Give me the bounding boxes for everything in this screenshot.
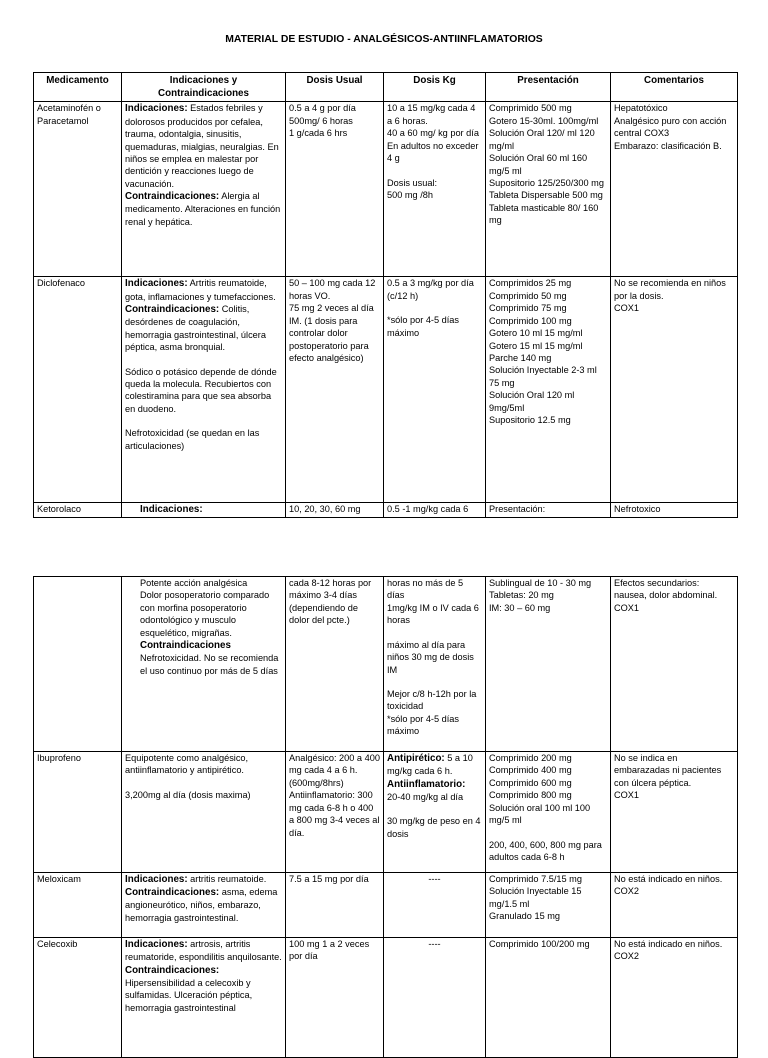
text-comentarios: No está indicado en niños. COX2 xyxy=(614,939,723,962)
text-dosis-usual: 50 – 100 mg cada 12 horas VO. 75 mg 2 veces al día IM. (1 dosis para controlar dolor postoperatorio para efecto analgésico) xyxy=(289,278,376,363)
cell-presentacion xyxy=(486,102,611,277)
header-dosis-usual: Dosis Usual xyxy=(286,73,384,102)
text-dosis-kg-toxicidad: Mejor c/8 h-12h por la toxicidad *sólo por 4-5 días máximo xyxy=(387,688,477,737)
cell-medicamento: Celecoxib xyxy=(34,938,122,1058)
table-row-meloxicam xyxy=(34,873,738,938)
header-medicamento: Medicamento xyxy=(34,73,122,102)
text-contraindicaciones: Alergia al medicamento. Alteraciones en función renal y hepática. xyxy=(125,191,281,227)
table-row-ketorolaco xyxy=(34,503,738,517)
text-dosis-kg-peso: 30 mg/kg de peso en 4 dosis xyxy=(387,816,481,839)
label-indicaciones: Indicaciones: xyxy=(125,103,188,115)
text-contraindicaciones: asma, edema angioneurótico, niños, embarazo, hemorragia gastrointestinal. xyxy=(125,887,278,923)
text-dosis-kg-extra: Dosis usual: 500 mg /8h xyxy=(387,177,438,200)
table-row-ketorolaco-continued xyxy=(34,577,738,752)
cell-presentacion: Presentación: xyxy=(486,503,611,517)
label-antiinflamatorio: Antiinflamatorio: xyxy=(387,778,466,790)
table-header-row xyxy=(34,73,738,102)
text-contraindicaciones: Colitis, desórdenes de coagulación, hemorragia gastrointestinal, úlcera péptica, asma bronquial. xyxy=(125,304,266,353)
label-indicaciones: Indicaciones: xyxy=(125,939,188,950)
text-presentacion: Comprimido 500 mg Gotero 15-30ml. 100mg/ml Solución Oral 120/ ml 120 mg/ml Solución Oral 60 ml 160 mg/5 ml Supositorio 125/250/300 mg Tableta Dispersable 500 mg Tableta masticable 80/ 160 mg xyxy=(489,103,604,226)
drug-table-part-2 xyxy=(33,576,738,1058)
label-indicaciones: Indicaciones: xyxy=(140,504,203,516)
text-dosis-kg: 10 a 15 mg/kg cada 4 a 6 horas. 40 a 60 mg/ kg por día En adultos no exceder 4 g xyxy=(387,103,479,164)
cell-medicamento: Meloxicam xyxy=(34,873,122,938)
header-comentarios: Comentarios xyxy=(611,73,738,102)
text-indicaciones: artrosis, artritis reumatoride, espondilitis anquilosante. xyxy=(125,939,282,963)
header-presentacion: Presentación xyxy=(486,73,611,102)
cell-comentarios xyxy=(611,277,738,503)
cell-dosis-usual xyxy=(286,102,384,277)
header-dosis-kg: Dosis Kg xyxy=(384,73,486,102)
table-row-paracetamol xyxy=(34,102,738,277)
text-indicaciones: Potente acción analgésica Dolor posoperatorio comparado con morfina posoperatorio odontológico y musculo esquelético, migrañas. xyxy=(140,578,270,638)
text-dosis-kg: horas no más de 5 días 1mg/kg IM o IV cada 6 horas xyxy=(387,578,479,626)
text-dosis-usual: Analgésico: 200 a 400 mg cada 4 a 6 h. (600mg/8hrs) Antiinflamatorio: 300 mg cada 6-8 h o 400 a 800 mg 3-4 veces al día. xyxy=(289,753,380,838)
text-presentacion: Comprimidos 25 mg Comprimido 50 mg Comprimido 75 mg Comprimido 100 mg Gotero 10 ml 15 mg/ml Gotero 15 ml 15 mg/ml Parche 140 mg Solución Inyectable 2-3 ml 75 mg Solución Oral 120 ml 9mg/5ml Supositorio 12.5 mg xyxy=(489,278,597,426)
cell-medicamento xyxy=(34,577,122,752)
text-indicaciones: Estados febriles y dolorosos producidos por cefalea, trauma, odontalgia, sinusitis, quemaduras, mialgias, neuralgias. En niños se emplea en malestar por dentición y reacciones luego de vacunación. xyxy=(125,103,279,189)
label-contraindicaciones: Contraindicaciones: xyxy=(125,191,220,203)
text-dosis-kg-ninos: máximo al día para niños 30 mg de dosis IM xyxy=(387,639,474,675)
text-contraindicaciones: Hipersensibilidad a celecoxib y sulfamidas. Ulceración péptica, hemorragia gastrointestinal xyxy=(125,977,253,1013)
cell-presentacion xyxy=(486,577,611,752)
cell-comentarios xyxy=(611,873,738,938)
text-dosis-kg-extra: *sólo por 4-5 días máximo xyxy=(387,315,460,338)
cell-dosis-usual xyxy=(286,277,384,503)
cell-indicaciones xyxy=(122,938,286,1058)
cell-indicaciones xyxy=(122,752,286,873)
cell-dosis-usual xyxy=(286,577,384,752)
cell-presentacion xyxy=(486,752,611,873)
cell-medicamento: Acetaminofén o Paracetamol xyxy=(34,102,122,277)
cell-dosis-kg xyxy=(384,102,486,277)
text-dosis-kg: 0.5 a 3 mg/kg por día (c/12 h) xyxy=(387,278,474,301)
text-presentacion: Comprimido 7.5/15 mg Solución Inyectable 15 mg/1.5 ml Granulado 15 mg xyxy=(489,874,582,922)
cell-dosis-kg: 0.5 -1 mg/kg cada 6 xyxy=(384,503,486,517)
cell-indicaciones xyxy=(122,503,286,517)
text-presentacion-adultos: 200, 400, 600, 800 mg para adultos cada 6-8 h xyxy=(489,839,602,862)
cell-dosis-kg: ---- xyxy=(384,938,486,1058)
table-row-ibuprofeno xyxy=(34,752,738,873)
label-contraindicaciones: Contraindicaciones: xyxy=(125,964,220,976)
text-dosis-maxima: 3,200mg al día (dosis maxima) xyxy=(125,789,251,800)
label-contraindicaciones: Contraindicaciones xyxy=(140,640,231,652)
label-indicaciones: Indicaciones: xyxy=(125,278,188,290)
cell-comentarios xyxy=(611,102,738,277)
cell-presentacion xyxy=(486,873,611,938)
text-antipiretico: 5 a 10 mg/kg cada 6 h. xyxy=(387,753,473,777)
cell-comentarios xyxy=(611,938,738,1058)
text-nota-molecula: Sódico o potásico depende de dónde queda la molecula. Recubiertos con colestiramina para que sea absorba en duodeno. xyxy=(125,366,277,414)
cell-dosis-kg: ---- xyxy=(384,873,486,938)
text-comentarios: No se indica en embarazadas ni pacientes con úlcera péptica. COX1 xyxy=(614,753,722,801)
cell-dosis-usual: 10, 20, 30, 60 mg xyxy=(286,503,384,517)
cell-dosis-usual xyxy=(286,752,384,873)
table-row-celecoxib xyxy=(34,938,738,1058)
text-presentacion: Comprimido 200 mg Comprimido 400 mg Comprimido 600 mg Comprimido 800 mg Solución oral 100 ml 100 mg/5 ml xyxy=(489,753,591,826)
cell-indicaciones xyxy=(122,873,286,938)
text-indicaciones: Equipotente como analgésico, antiinflamatorio y antipirético. xyxy=(125,753,249,776)
text-comentarios: Hepatotóxico Analgésico puro con acción central COX3 Embarazo: clasificación B. xyxy=(614,103,727,151)
cell-comentarios xyxy=(611,577,738,752)
label-antipiretico: Antipirético: xyxy=(387,753,445,764)
header-indicaciones: Indicaciones y Contraindicaciones xyxy=(122,73,286,102)
cell-presentacion xyxy=(486,277,611,503)
cell-indicaciones xyxy=(122,102,286,277)
page-title: MATERIAL DE ESTUDIO - ANALGÉSICOS-ANTIINFLAMATORIOS xyxy=(225,34,543,45)
cell-indicaciones xyxy=(122,277,286,503)
text-comentarios: Efectos secundarios: nausea, dolor abdominal. COX1 xyxy=(614,578,718,613)
text-dosis-usual: cada 8-12 horas por máximo 3-4 días (dependiendo de dolor del pcte.) xyxy=(289,578,372,626)
text-presentacion: Sublingual de 10 - 30 mg Tabletas: 20 mg IM: 30 – 60 mg xyxy=(489,578,592,613)
cell-medicamento: Diclofenaco xyxy=(34,277,122,503)
cell-presentacion: Comprimido 100/200 mg xyxy=(486,938,611,1058)
label-contraindicaciones: Contraindicaciones: xyxy=(125,304,220,316)
text-comentarios: No se recomienda en niños por la dosis. COX1 xyxy=(614,278,726,314)
text-contraindicaciones: Nefrotoxicidad. No se recomienda el uso continuo por más de 5 días xyxy=(140,653,279,676)
drug-table-part-1 xyxy=(33,72,738,518)
text-dosis-usual: 0.5 a 4 g por día 500mg/ 6 horas 1 g/cada 6 hrs xyxy=(289,103,356,139)
table-row-diclofenaco xyxy=(34,277,738,503)
cell-indicaciones xyxy=(122,577,286,752)
cell-medicamento: Ibuprofeno xyxy=(34,752,122,873)
cell-dosis-usual: 100 mg 1 a 2 veces por día xyxy=(286,938,384,1058)
cell-dosis-kg xyxy=(384,577,486,752)
text-comentarios: No está indicado en niños. COX2 xyxy=(614,874,723,897)
cell-dosis-usual: 7.5 a 15 mg por día xyxy=(286,873,384,938)
text-indicaciones: artritis reumatoide. xyxy=(187,874,267,884)
text-nota-nefrotoxicidad: Nefrotoxicidad (se quedan en las articulaciones) xyxy=(125,428,260,451)
label-contraindicaciones: Contraindicaciones: xyxy=(125,887,220,899)
cell-comentarios xyxy=(611,752,738,873)
cell-comentarios: Nefrotoxico xyxy=(611,503,738,517)
text-indicaciones: Artritis reumatoide, gota, inflamaciones y tumefacciones. xyxy=(125,278,276,302)
text-antiinflamatorio: 20-40 mg/kg al día xyxy=(387,791,464,802)
cell-dosis-kg xyxy=(384,277,486,503)
cell-dosis-kg xyxy=(384,752,486,873)
label-indicaciones: Indicaciones: xyxy=(125,874,188,885)
cell-medicamento: Ketorolaco xyxy=(34,503,122,517)
